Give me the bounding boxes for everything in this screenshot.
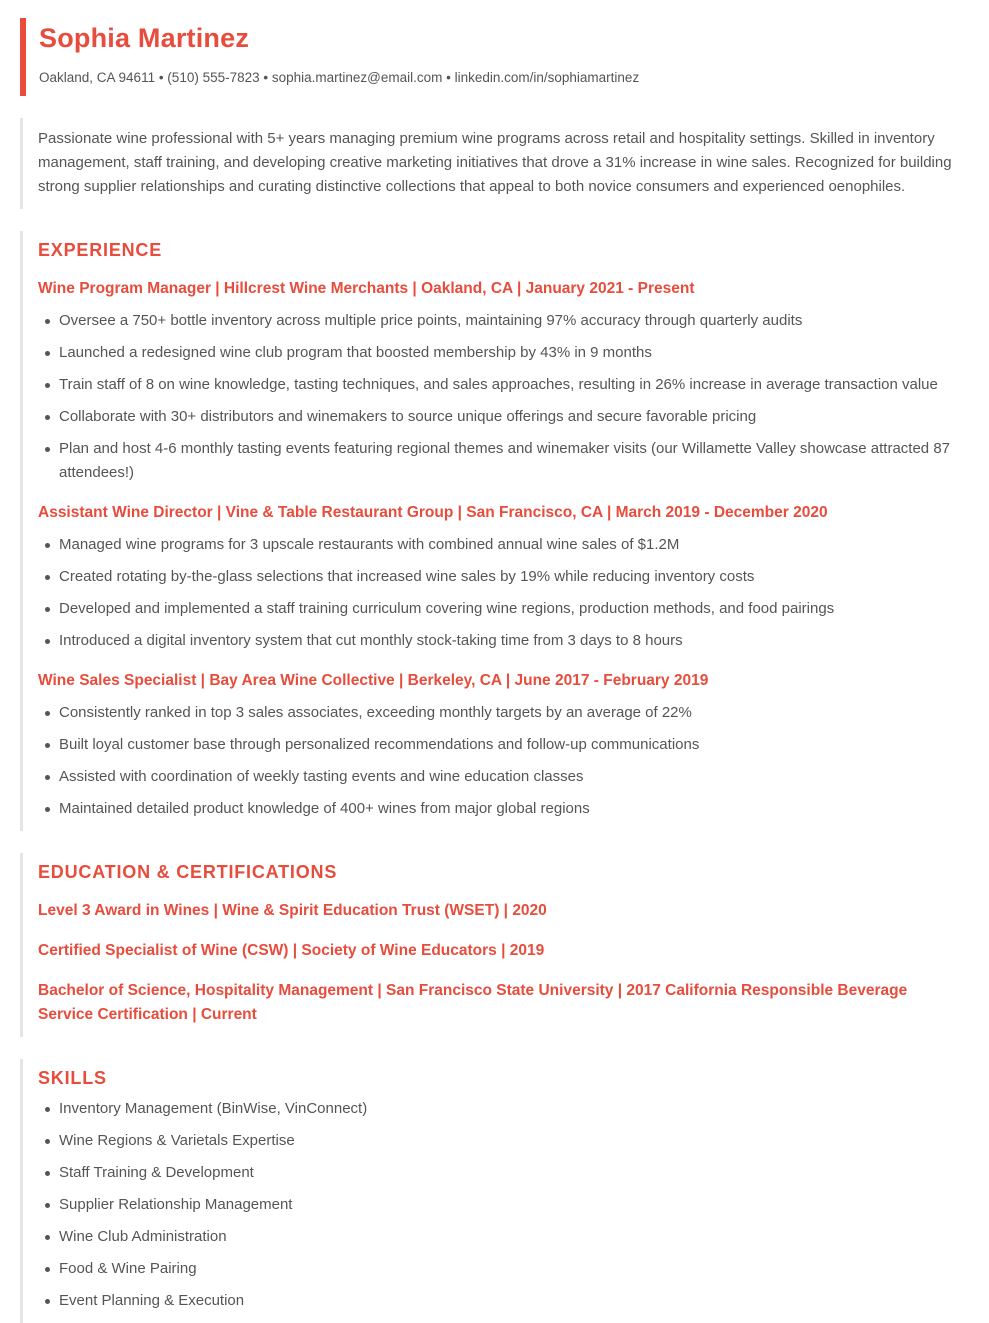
list-item: Created rotating by-the-glass selections that increased wine sales by 19% while reducing inventory costs (38, 565, 953, 589)
list-item: Food & Wine Pairing (38, 1257, 953, 1281)
person-name: Sophia Martinez (39, 23, 250, 53)
education-item: Certified Specialist of Wine (CSW) | Society of Wine Educators | 2019 (38, 942, 545, 960)
experience-section (20, 231, 953, 831)
list-item: Supplier Relationship Management (38, 1193, 953, 1217)
summary-section (20, 118, 953, 209)
list-item: Oversee a 750+ bottle inventory across multiple price points, maintaining 97% accuracy through quarterly audits (38, 309, 953, 333)
list-item: Wine Club Administration (38, 1225, 953, 1249)
list-item: Assisted with coordination of weekly tasting events and wine education classes (38, 765, 953, 789)
resume-header (20, 18, 953, 96)
job-bullet-list (38, 701, 953, 821)
job-title: Wine Sales Specialist | Bay Area Wine Collective | Berkeley, CA | June 2017 - February 2019 (38, 672, 709, 690)
contact-line: Oakland, CA 94611 • (510) 555-7823 • sophia.martinez@email.com • linkedin.com/in/sophiamartinez (39, 69, 640, 85)
job-title: Assistant Wine Director | Vine & Table Restaurant Group | San Francisco, CA | March 2019 - December 2020 (38, 504, 828, 522)
job-entry (38, 669, 953, 821)
job-entry (38, 277, 953, 485)
education-heading: EDUCATION & CERTIFICATIONS (38, 862, 338, 883)
skills-list (38, 1097, 953, 1313)
job-bullet-list (38, 309, 953, 485)
list-item: Built loyal customer base through personalized recommendations and follow-up communications (38, 733, 953, 757)
summary-text: Passionate wine professional with 5+ years managing premium wine programs across retail and hospitality settings. Skilled in inventory management, staff training, and developing creative marketing initiatives that drove a 31% increase in wine sales. Recognized for building strong supplier relationships and curating distinctive collections that appeal to both novice consumers and experienced oenophiles. (38, 130, 952, 196)
list-item: Collaborate with 30+ distributors and winemakers to source unique offerings and secure favorable pricing (38, 405, 953, 429)
list-item: Introduced a digital inventory system that cut monthly stock-taking time from 3 days to 8 hours (38, 629, 953, 653)
list-item: Wine Regions & Varietals Expertise (38, 1129, 953, 1153)
education-item: Level 3 Award in Wines | Wine & Spirit Education Trust (WSET) | 2020 (38, 902, 547, 920)
job-entry (38, 501, 953, 653)
list-item: Maintained detailed product knowledge of 400+ wines from major global regions (38, 797, 953, 821)
list-item: Managed wine programs for 3 upscale restaurants with combined annual wine sales of $1.2M (38, 533, 953, 557)
list-item: Event Planning & Execution (38, 1289, 953, 1313)
job-bullet-list (38, 533, 953, 653)
skills-section (20, 1059, 953, 1323)
education-item: Bachelor of Science, Hospitality Management | San Francisco State University | 2017 California Responsible Beverage Service Certification | Current (38, 982, 908, 1024)
list-item: Plan and host 4-6 monthly tasting events featuring regional themes and winemaker visits (our Willamette Valley showcase attracted 87 attendees!) (38, 437, 953, 485)
list-item: Inventory Management (BinWise, VinConnect) (38, 1097, 953, 1121)
list-item: Train staff of 8 on wine knowledge, tasting techniques, and sales approaches, resulting in 26% increase in average transaction value (38, 373, 953, 397)
list-item: Launched a redesigned wine club program that boosted membership by 43% in 9 months (38, 341, 953, 365)
list-item: Staff Training & Development (38, 1161, 953, 1185)
list-item: Consistently ranked in top 3 sales associates, exceeding monthly targets by an average of 22% (38, 701, 953, 725)
skills-heading: SKILLS (38, 1068, 107, 1089)
job-title: Wine Program Manager | Hillcrest Wine Merchants | Oakland, CA | January 2021 - Present (38, 280, 695, 298)
list-item: Developed and implemented a staff training curriculum covering wine regions, production methods, and food pairings (38, 597, 953, 621)
experience-heading: EXPERIENCE (38, 240, 163, 261)
education-section (20, 853, 953, 1037)
